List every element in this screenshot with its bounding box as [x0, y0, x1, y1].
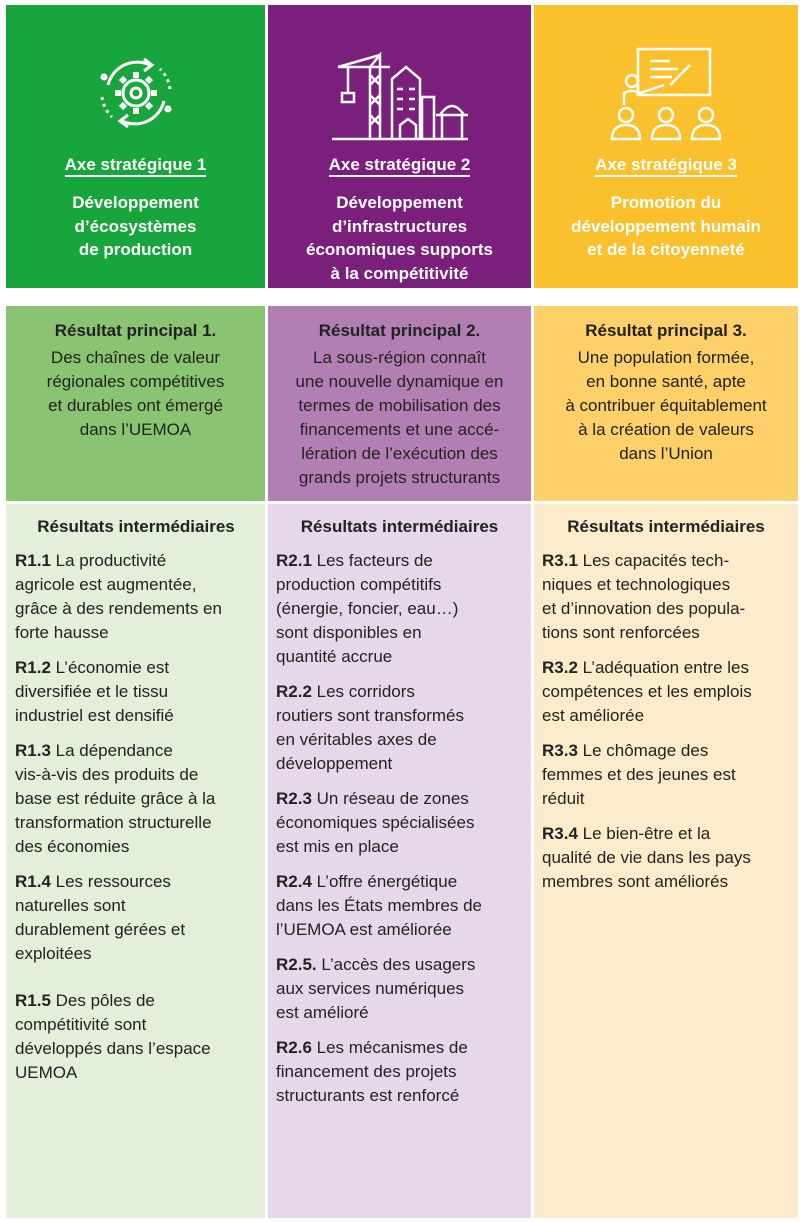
result-r2-5: R2.5. L’accès des usagers aux services numériques est amélioré — [276, 955, 476, 1022]
axis-2-title: Axe stratégique 2 — [329, 155, 471, 177]
result-r3-4: R3.4 Le bien-être et la qualité de vie dans les pays membres sont améliorés — [542, 824, 751, 891]
result-r1-3: R1.3 La dépendance vis-à-vis des produits de base est réduite grâce à la transformation structurelle des économies — [15, 741, 216, 856]
axis-2-cell — [268, 5, 531, 288]
result-r2-2: R2.2 Les corridors routiers sont transformés en véritables axes de développement — [276, 682, 465, 773]
main-result-3-text: Une population formée, en bonne santé, apte à contribuer équitablement à la création de valeurs dans l’Union — [565, 348, 767, 463]
result-r3-1: R3.1 Les capacités tech- niques et technologiques et d’innovation des popula- tions sont renforcées — [542, 551, 746, 642]
main-result-2-text: La sous-région connaît une nouvelle dynamique en termes de mobilisation des financements et une accé- lération de l’exécution des grands projets structurants — [295, 348, 504, 487]
result-r3-3: R3.3 Le chômage des femmes et des jeunes est réduit — [542, 741, 736, 808]
main-result-2-label: Résultat principal 2. — [318, 321, 481, 340]
axis-1-name: Développement d’écosystèmes de production — [72, 193, 199, 259]
main-result-3-label: Résultat principal 3. — [585, 321, 747, 340]
main-result-1-text: Des chaînes de valeur régionales compétitives et durables ont émergé dans l’UEMOA — [46, 348, 225, 439]
infrastructure-crane-icon — [268, 43, 531, 143]
axis-2-name: Développement d’infrastructures économiques supports à la compétitivité — [305, 193, 494, 283]
ecosystem-gear-icon — [6, 43, 265, 143]
intermediate-results-2 — [268, 504, 531, 1218]
result-r2-1: R2.1 Les facteurs de production compétitifs (énergie, foncier, eau…) sont disponibles en quantité accrue — [276, 551, 459, 666]
result-r2-4: R2.4 L’offre énergétique dans les États membres de l’UEMOA est améliorée — [276, 872, 482, 939]
axis-3-name: Promotion du développement humain et de la citoyenneté — [571, 193, 761, 259]
main-result-1 — [6, 306, 265, 501]
result-r1-1: R1.1 La productivité agricole est augmentée, grâce à des rendements en forte hausse — [15, 551, 222, 642]
result-r2-6: R2.6 Les mécanismes de financement des projets structurants est renforcé — [276, 1038, 468, 1105]
axis-1-title: Axe stratégique 1 — [65, 155, 207, 177]
intermediate-title-1: Résultats intermédiaires — [37, 517, 235, 536]
axis-3-cell — [534, 5, 798, 288]
result-r3-2: R3.2 L’adéquation entre les compétences et les emplois est améliorée — [542, 658, 752, 725]
intermediate-results-3 — [534, 504, 798, 1218]
intermediate-title-3: Résultats intermédiaires — [567, 517, 765, 536]
main-result-2 — [268, 306, 531, 501]
main-result-1-label: Résultat principal 1. — [54, 321, 217, 340]
result-r2-3: R2.3 Un réseau de zones économiques spécialisées est mis en place — [276, 789, 475, 856]
result-r1-5: R1.5 Des pôles de compétitivité sont développés dans l’espace UEMOA — [15, 991, 211, 1082]
axis-1-cell — [6, 5, 265, 288]
intermediate-results-1 — [6, 504, 265, 1218]
main-result-3 — [534, 306, 798, 501]
training-presentation-icon — [534, 43, 798, 143]
axis-3-title: Axe stratégique 3 — [595, 155, 737, 177]
result-r1-4: R1.4 Les ressources naturelles sont durablement gérées et exploitées — [15, 872, 186, 963]
intermediate-title-2: Résultats intermédiaires — [300, 517, 499, 536]
result-r1-2: R1.2 L’économie est diversifiée et le tissu industriel est densifié — [15, 658, 174, 725]
